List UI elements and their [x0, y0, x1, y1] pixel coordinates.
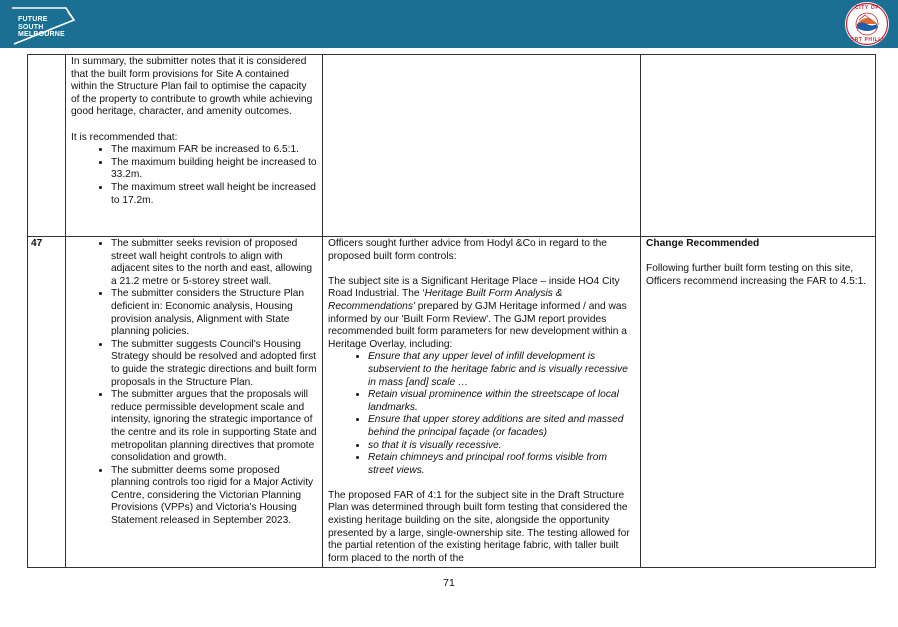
- list-item: • so that it is visually recessive.: [368, 440, 635, 453]
- summary-text: In summary, the submitter notes that it is considered that the built form provisions for Site A contained within the Structure Plan fail to optimise the capacity of the property to contribute to growth while achieving good heritage, character, and amenity outcomes.: [71, 56, 313, 118]
- report-title: Heritage Built Form Analysis & Recommendations': [328, 288, 563, 312]
- list-item: • The maximum FAR be increased to 6.5:1.: [111, 144, 317, 157]
- submission-number: 47: [28, 237, 66, 568]
- outcome-cell: [641, 237, 876, 568]
- outcome-cell: [641, 55, 876, 237]
- number-cell: [28, 55, 66, 237]
- list-item: • The submitter argues that the proposals will reduce permissible development scale and intensity, ignoring the strategic importance of the centre and its role in supporting State and metropolitan planning directives that promote consolidation and growth.: [111, 389, 317, 465]
- list-item: • The maximum street wall height be increased to 17.2m.: [111, 182, 317, 207]
- response-intro: Officers sought further advice from Hodyl &Co in regard to the proposed built form controls:: [328, 238, 607, 262]
- city-of-port-phillip-seal: [845, 2, 889, 46]
- future-south-melbourne-logo: [8, 4, 88, 44]
- logo-line: FUTURE: [18, 16, 48, 23]
- list-item: • Retain visual prominence within the streetscape of local landmarks.: [368, 389, 635, 414]
- response-text: The subject site is a Significant Heritage Place – inside HO4 City Road Industrial. The ‘: [328, 275, 620, 300]
- submission-list: [71, 238, 317, 528]
- outcome-text: Following further built form testing on this site, Officers recommend increasing the FAR to 4.5:1.: [646, 263, 867, 287]
- recommendation-list: [71, 144, 317, 207]
- list-item: • Ensure that any upper level of infill development is subservient to the heritage fabric and is visually recessive in mass [and] scale …: [368, 351, 635, 389]
- built-form-parameters-list: [328, 351, 635, 477]
- submission-cell: [66, 55, 323, 237]
- seal-text-top: CITY OF: [855, 5, 879, 11]
- list-item: • Ensure that upper storey additions are sited and massed behind the principal façade (or facades): [368, 414, 635, 439]
- submissions-table: [27, 54, 876, 568]
- logo-line: MELBOURNE: [18, 31, 65, 38]
- response-cell: [323, 237, 641, 568]
- table-row: [28, 237, 876, 568]
- list-item: • The submitter suggests Council's Housing Strategy should be resolved and adopted first to guide the strategic directions and built form proposals in the Structure Plan.: [111, 339, 317, 389]
- seal-text-bottom: PORT PHILLIP: [846, 37, 888, 43]
- table-row: [28, 55, 876, 237]
- response-paragraph: The proposed FAR of 4:1 for the subject site in the Draft Structure Plan was determined through built form testing that considered the existing heritage building on the site, alongside the opportunity presented by a large, single-ownership site. The testing allowed for the partial retention of the existing heritage fabric, with taller built form placed to the north of the: [328, 489, 630, 564]
- logo-line: SOUTH: [18, 23, 44, 31]
- submission-cell: [66, 237, 323, 568]
- list-item: • The submitter deems some proposed planning controls too rigid for a Major Activity Centre, considering the Victorian Planning Provisions (VPPs) and Victoria's Housing Statement released in September 2023.: [111, 465, 317, 528]
- page-header: [0, 0, 898, 48]
- list-item: • Retain chimneys and principal roof forms visible from street views.: [368, 452, 635, 477]
- response-paragraph: [328, 276, 635, 352]
- page-number: 71: [443, 577, 455, 589]
- list-item: • The maximum building height be increased to 33.2m.: [111, 157, 317, 182]
- list-item: • The submitter considers the Structure Plan deficient in: Economic analysis, Housing provision analysis, Alignment with State planning policies.: [111, 288, 317, 338]
- list-item: • The submitter seeks revision of proposed street wall height controls to align with adjacent sites to the north and east, allowing a 21.2 metre or 5-storey street wall.: [111, 238, 317, 288]
- outcome-title: Change Recommended: [646, 238, 760, 249]
- response-text: prepared by GJM Heritage informed / and was informed by our 'Built Form Review'. The GJM report provides recommended built form parameters for new development within a Heritage Overlay, including:: [328, 300, 627, 350]
- response-cell: [323, 55, 641, 237]
- recommendation-intro: It is recommended that:: [71, 131, 178, 143]
